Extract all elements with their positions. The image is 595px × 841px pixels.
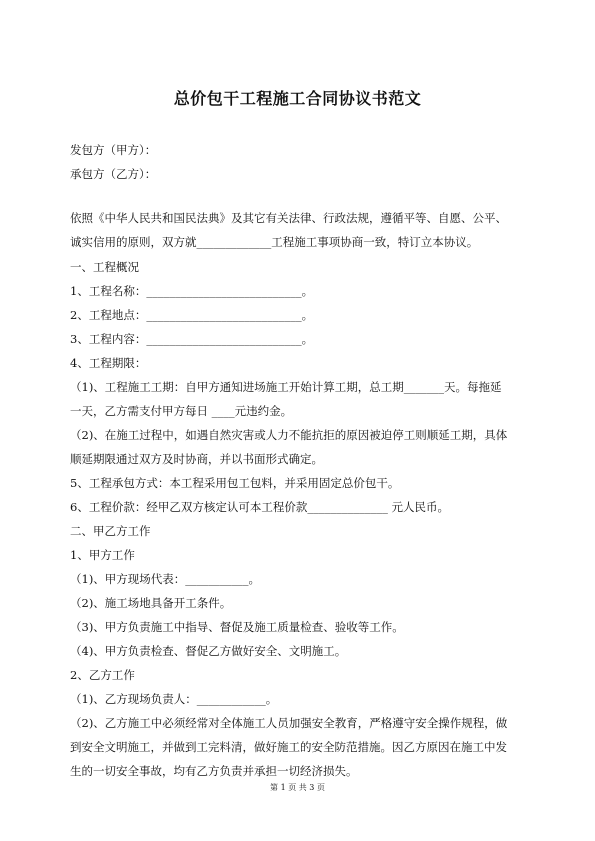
period-clause-2-line-2: 顺延期限通过双方及时协商，并以书面形式确定。 bbox=[70, 452, 323, 466]
party-b-work-item-1: （1)、乙方现场负责人：____________。 bbox=[70, 692, 278, 706]
period-clause-2-line-1: （2)、在施工过程中，如遇自然灾害或人力不能抗拒的原因被迫停工则顺延工期，具体 bbox=[70, 428, 508, 442]
party-a-work-item-3: （3)、甲方负责施工中指导、督促及施工质量检查、验收等工作。 bbox=[70, 620, 404, 634]
project-name-item: 1、工程名称：___________________________。 bbox=[70, 284, 314, 298]
project-period-item: 4、工程期限： bbox=[70, 356, 147, 370]
party-b-work-heading: 2、乙方工作 bbox=[70, 668, 135, 682]
party-b-work-item-2-line-1: （2)、乙方施工中必须经常对全体施工人员加强安全教育，严格遵守安全操作规程，做 bbox=[70, 716, 508, 730]
party-b-line: 承包方（乙方）： bbox=[70, 167, 157, 181]
party-a-work-heading: 1、甲方工作 bbox=[70, 548, 135, 562]
party-b-work-item-2-line-3: 生的一切安全事故，均有乙方负责并承担一切经济损失。 bbox=[70, 764, 358, 778]
period-clause-1-line-2: 一天，乙方需支付甲方每日 ____元违约金。 bbox=[70, 404, 293, 418]
intro-line-2: 诚实信用的原则，双方就_____________工程施工事项协商一致，特订立本协议。 bbox=[70, 235, 479, 249]
period-clause-1-line-1: （1)、工程施工工期：自甲方通知进场施工开始计算工期，总工期_______天。每拖延 bbox=[70, 380, 502, 394]
page-number-footer: 第 1 页 共 3 页 bbox=[270, 783, 325, 792]
contract-mode-item: 5、工程承包方式：本工程采用包工包料，并采用固定总价包干。 bbox=[70, 476, 400, 490]
section-2-heading: 二、甲乙方工作 bbox=[70, 524, 151, 538]
party-a-work-item-1: （1)、甲方现场代表：___________。 bbox=[70, 572, 261, 586]
party-a-work-item-4: （4)、甲方负责检查、督促乙方做好安全、文明施工。 bbox=[70, 644, 347, 658]
section-1-heading: 一、工程概况 bbox=[70, 260, 139, 274]
project-content-item: 3、工程内容：___________________________。 bbox=[70, 332, 314, 346]
project-price-item: 6、工程价款：经甲乙双方核定认可本工程价款______________ 元人民币。 bbox=[70, 500, 449, 514]
document-title: 总价包干工程施工合同协议书范文 bbox=[173, 88, 422, 108]
party-a-line: 发包方（甲方）： bbox=[70, 143, 157, 157]
intro-line-1: 依照《中华人民共和国民法典》及其它有关法律、行政法规，遵循平等、自愿、公平、 bbox=[70, 211, 507, 225]
party-b-work-item-2-line-2: 到安全文明施工，并做到工完料清，做好施工的安全防范措施。因乙方原因在施工中发 bbox=[70, 740, 507, 754]
project-location-item: 2、工程地点：___________________________。 bbox=[70, 308, 314, 322]
party-a-work-item-2: （2)、施工场地具备开工条件。 bbox=[70, 596, 232, 610]
